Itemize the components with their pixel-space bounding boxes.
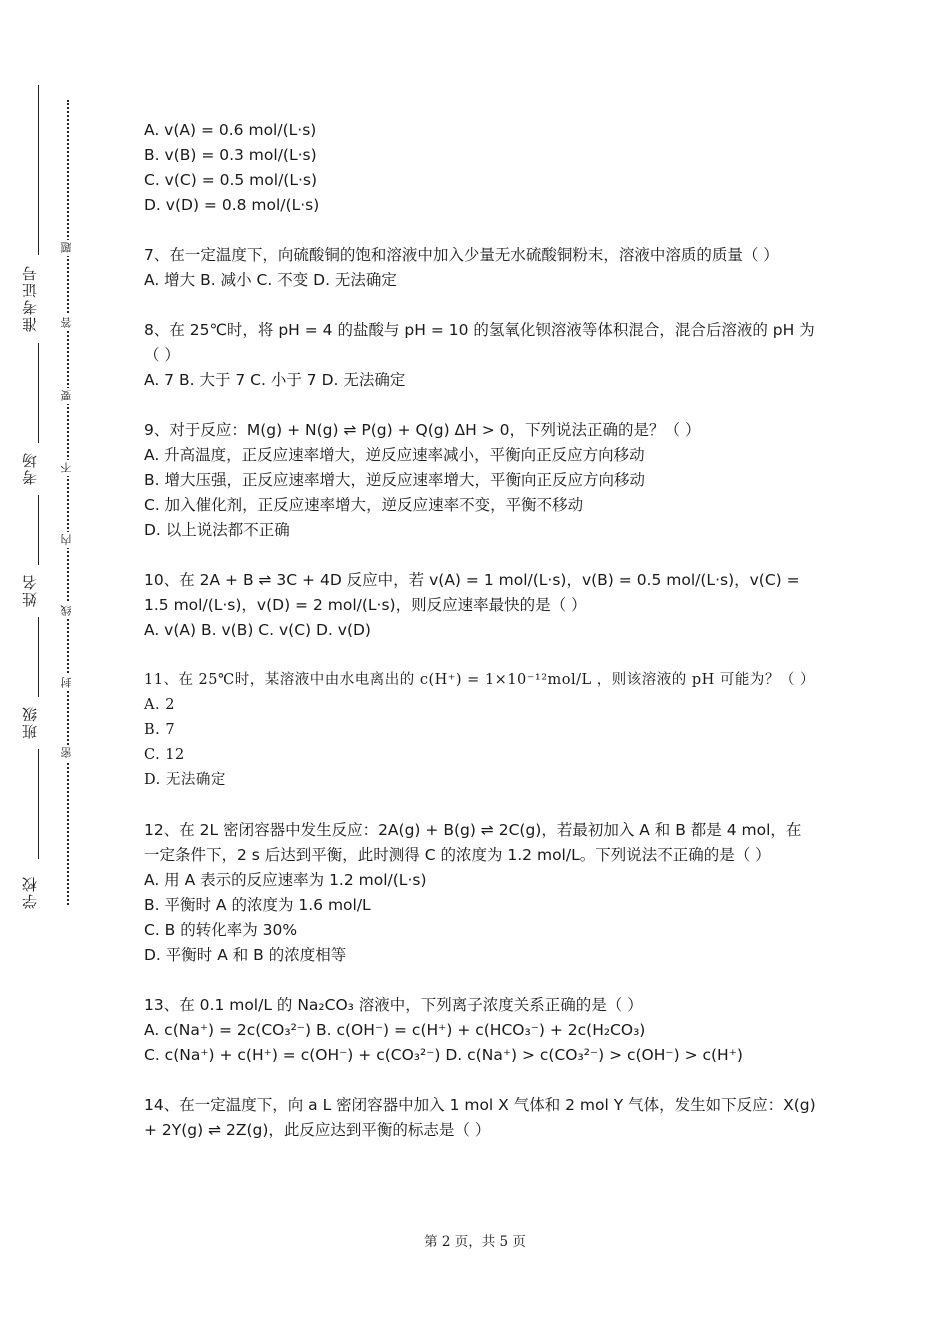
option-line: A. 用 A 表示的反应速率为 1.2 mol/(L·s) bbox=[144, 871, 427, 889]
field-name: 姓名 bbox=[21, 573, 39, 607]
seal-char: 不 bbox=[61, 460, 75, 476]
option-line: D. 以上说法都不正确 bbox=[144, 521, 290, 539]
field-exam-room: 考场 bbox=[21, 451, 39, 485]
question-10 bbox=[144, 568, 816, 643]
seal-char: 题 bbox=[61, 240, 75, 256]
field-exam-number: 准考证号 bbox=[21, 264, 39, 332]
field-school: 学校 bbox=[21, 875, 39, 909]
question-13 bbox=[144, 993, 816, 1068]
option-line: C. B 的转化率为 30% bbox=[144, 921, 298, 939]
question-11 bbox=[144, 668, 816, 793]
question-7 bbox=[144, 243, 816, 293]
question-list bbox=[144, 118, 816, 1143]
option-line: B. 7 bbox=[144, 722, 176, 738]
question-stem: 12、在 2L 密闭容器中发生反应：2A(g) + B(g) ⇌ 2C(g)，若最初加入 A 和 B 都是 4 mol，在一定条件下，2 s 后达到平衡，此时测得 C 的浓度为 1.2 mol/L。下列说法不正确的是（ ） bbox=[144, 821, 802, 864]
seal-char: 内 bbox=[61, 532, 75, 548]
binding-margin bbox=[0, 0, 110, 1344]
question-stem: 13、在 0.1 mol/L 的 Na₂CO₃ 溶液中，下列离子浓度关系正确的是（ ） bbox=[144, 996, 643, 1014]
question-9 bbox=[144, 418, 816, 543]
option-line: A. 2 bbox=[144, 697, 175, 713]
seal-char: 线 bbox=[61, 603, 75, 619]
seal-char: 答 bbox=[61, 315, 75, 331]
option-line: A. 增大 B. 减小 C. 不变 D. 无法确定 bbox=[144, 271, 397, 289]
question-8 bbox=[144, 318, 816, 393]
question-6-options bbox=[144, 118, 816, 218]
field-underline bbox=[38, 617, 39, 697]
question-14 bbox=[144, 1093, 816, 1143]
option-line: C. 加入催化剂，正反应速率增大，逆反应速率不变，平衡不移动 bbox=[144, 496, 584, 514]
option-line: B. v(B) = 0.3 mol/(L·s) bbox=[144, 146, 317, 164]
option-line: A. c(Na⁺) = 2c(CO₃²⁻) B. c(OH⁻) = c(H⁺) + c(HCO₃⁻) + 2c(H₂CO₃) bbox=[144, 1021, 646, 1039]
question-stem: 8、在 25℃时，将 pH = 4 的盐酸与 pH = 10 的氢氧化钡溶液等体积混合，混合后溶液的 pH 为（ ） bbox=[144, 321, 815, 364]
option-line: C. c(Na⁺) + c(H⁺) = c(OH⁻) + c(CO₃²⁻) D. c(Na⁺) > c(CO₃²⁻) > c(OH⁻) > c(H⁺) bbox=[144, 1046, 743, 1064]
option-line: D. 无法确定 bbox=[144, 772, 226, 788]
question-stem: 9、对于反应：M(g) + N(g) ⇌ P(g) + Q(g) ΔH > 0，下列说法正确的是？（ ） bbox=[144, 421, 701, 439]
option-line: B. 增大压强，正反应速率增大，逆反应速率增大，平衡向正反应方向移动 bbox=[144, 471, 645, 489]
seal-char: 封 bbox=[61, 675, 75, 691]
question-stem: 11、在 25℃时，某溶液中由水电离出的 c(H⁺) = 1×10⁻¹²mol/L ，则该溶液的 pH 可能为？（ ） bbox=[144, 672, 816, 688]
option-line: A. v(A) = 0.6 mol/(L·s) bbox=[144, 121, 317, 139]
option-line: D. 平衡时 A 和 B 的浓度相等 bbox=[144, 946, 347, 964]
seal-char: 密 bbox=[61, 745, 75, 761]
field-underline bbox=[38, 495, 39, 565]
field-class: 班级 bbox=[21, 705, 39, 739]
option-line: C. v(C) = 0.5 mol/(L·s) bbox=[144, 171, 318, 189]
question-12 bbox=[144, 818, 816, 968]
field-underline bbox=[38, 85, 39, 255]
option-line: D. v(D) = 0.8 mol/(L·s) bbox=[144, 196, 320, 214]
field-underline bbox=[38, 749, 39, 859]
option-line: B. 平衡时 A 的浓度为 1.6 mol/L bbox=[144, 896, 371, 914]
field-underline bbox=[38, 343, 39, 443]
seal-char: 要 bbox=[61, 388, 75, 404]
question-stem: 10、在 2A + B ⇌ 3C + 4D 反应中，若 v(A) = 1 mol/(L·s)，v(B) = 0.5 mol/(L·s)，v(C) = 1.5 mol/(L·s)，v(D) = 2 mol/(L·s)，则反应速率最快的是（ ） bbox=[144, 571, 800, 614]
question-stem: 14、在一定温度下，向 a L 密闭容器中加入 1 mol X 气体和 2 mol Y 气体，发生如下反应：X(g) + 2Y(g) ⇌ 2Z(g)，此反应达到平衡的标志是（ ） bbox=[144, 1096, 816, 1139]
option-line: A. 升高温度，正反应速率增大，逆反应速率减小，平衡向正反应方向移动 bbox=[144, 446, 645, 464]
question-stem: 7、在一定温度下，向硫酸铜的饱和溶液中加入少量无水硫酸铜粉末，溶液中溶质的质量（ ） bbox=[144, 246, 779, 264]
option-line: A. v(A) B. v(B) C. v(C) D. v(D) bbox=[144, 621, 371, 639]
option-line: A. 7 B. 大于 7 C. 小于 7 D. 无法确定 bbox=[144, 371, 406, 389]
page-footer: 第 2 页，共 5 页 bbox=[424, 1234, 526, 1250]
seal-dotted-line bbox=[67, 100, 69, 905]
option-line: C. 12 bbox=[144, 747, 185, 763]
